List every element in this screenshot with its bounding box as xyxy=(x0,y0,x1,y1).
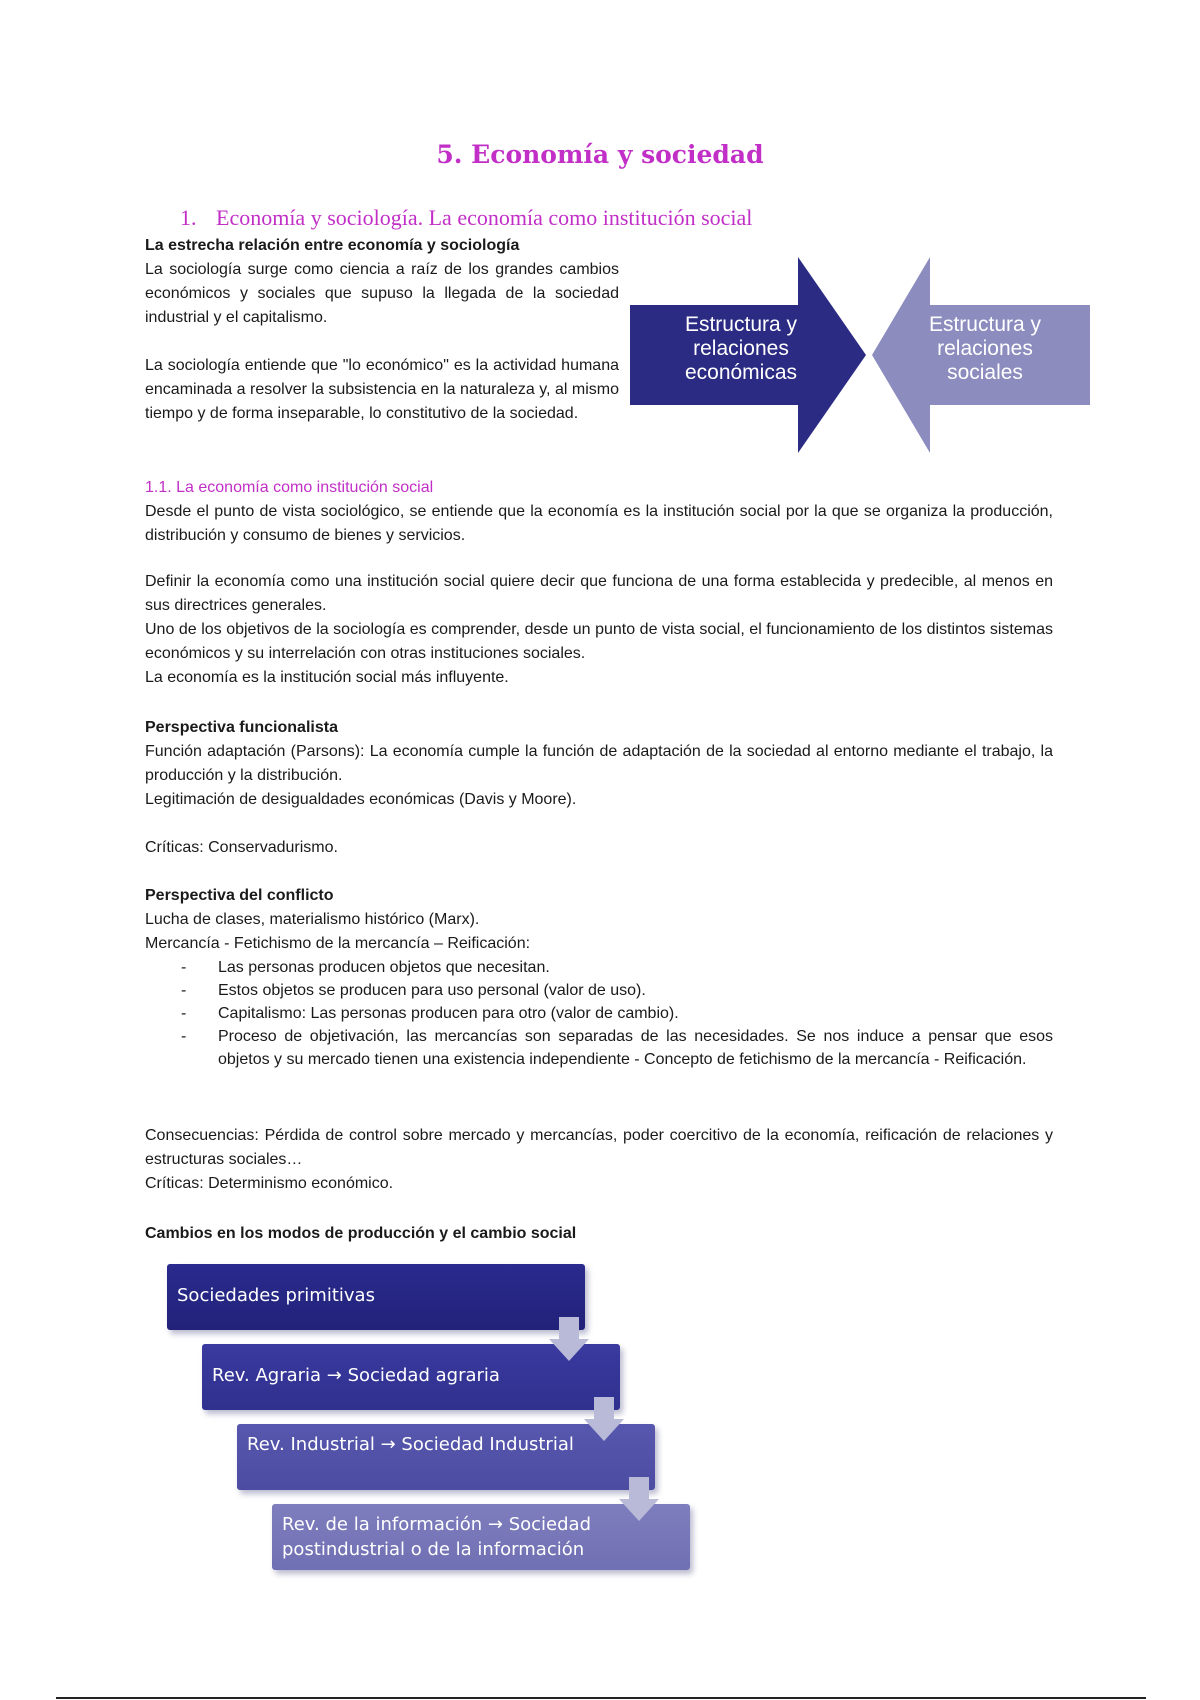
step-primitive-societies: Sociedades primitivas xyxy=(167,1264,585,1330)
section-heading-text: Economía y sociología. La economía como institución social xyxy=(216,205,753,230)
bullet-dash: - xyxy=(181,982,187,999)
step-information-revolution: Rev. de la información → Sociedad postindustrial o de la información xyxy=(272,1504,690,1570)
conflict-bullet-list xyxy=(145,956,1053,1071)
functionalist-heading: Perspectiva funcionalista xyxy=(145,719,338,736)
economy-society-arrows-diagram xyxy=(630,255,1090,455)
relation-paragraph-2: La sociología entiende que "lo económico" es la actividad humana encaminada a resolver la subsistencia en la naturaleza y, al mismo tiempo y de forma inseparable, lo constitutivo de la sociedad. xyxy=(145,357,619,422)
bullet-dash: - xyxy=(181,959,187,976)
list-item: - Capitalismo: Las personas producen para otro (valor de cambio). xyxy=(145,1002,1053,1025)
functionalist-criticism: Críticas: Conservadurismo. xyxy=(145,839,338,856)
changes-heading: Cambios en los modos de producción y el cambio social xyxy=(145,1225,577,1242)
footer-divider xyxy=(56,1697,1146,1699)
subsection-paragraph-2: Definir la economía como una institución social quiere decir que funciona de una forma establecida y predecible, al menos en sus directrices generales. xyxy=(145,573,1053,614)
subsection-paragraph-1: Desde el punto de vista sociológico, se entiende que la economía es la institución social por la que se organiza la producción, distribución y consumo de bienes y servicios. xyxy=(145,503,1053,544)
list-item: - Estos objetos se producen para uso personal (valor de uso). xyxy=(145,979,1053,1002)
section-number: 1. xyxy=(180,205,197,230)
page-title: 5. Economía y sociedad xyxy=(436,140,764,169)
conflict-line-1: Lucha de clases, materialismo histórico (Marx). xyxy=(145,911,480,928)
conflict-criticism: Críticas: Determinismo económico. xyxy=(145,1175,394,1192)
bullet-dash: - xyxy=(181,1028,187,1045)
bullet-dash: - xyxy=(181,1005,187,1022)
step-agrarian-revolution: Rev. Agraria → Sociedad agraria xyxy=(202,1344,620,1410)
subsection-paragraph-3: Uno de los objetivos de la sociología es comprender, desde un punto de vista social, el funcionamiento de los distintos sistemas económicos y su interrelación con otras instituciones sociales. xyxy=(145,621,1053,662)
list-item: - Las personas producen objetos que necesitan. xyxy=(145,956,1053,979)
conflict-heading: Perspectiva del conflicto xyxy=(145,887,334,904)
relation-paragraph-1: La sociología surge como ciencia a raíz de los grandes cambios económicos y sociales que supuso la llegada de la sociedad industrial y el capitalismo. xyxy=(145,261,619,326)
down-arrow-icon xyxy=(549,1317,589,1361)
subsection-heading: 1.1. La economía como institución social xyxy=(145,479,434,496)
down-arrow-icon xyxy=(584,1397,624,1441)
section-heading xyxy=(180,205,752,231)
social-structure-label: Estructura y relaciones sociales xyxy=(928,313,1042,384)
production-modes-diagram xyxy=(145,1260,705,1590)
relation-heading: La estrecha relación entre economía y sociología xyxy=(145,237,520,254)
conflict-line-2: Mercancía - Fetichismo de la mercancía – Reificación: xyxy=(145,935,531,952)
list-item: - Proceso de objetivación, las mercancías son separadas de las necesidades. Se nos induce a pensar que esos objetos y su mercado tienen una existencia independiente - Concepto de fetichismo de la mercancía - Reificación. xyxy=(145,1025,1053,1071)
step-industrial-revolution: Rev. Industrial → Sociedad Industrial xyxy=(237,1424,655,1490)
conflict-consequences: Consecuencias: Pérdida de control sobre mercado y mercancías, poder coercitivo de la economía, reificación de relaciones y estructuras sociales… xyxy=(145,1127,1053,1168)
functionalist-paragraph-2: Legitimación de desigualdades económicas (Davis y Moore). xyxy=(145,791,577,808)
economic-structure-label: Estructura y relaciones económicas xyxy=(684,313,798,384)
down-arrow-icon xyxy=(619,1477,659,1521)
subsection-paragraph-4: La economía es la institución social más influyente. xyxy=(145,669,509,686)
functionalist-paragraph-1: Función adaptación (Parsons): La economía cumple la función de adaptación de la sociedad al entorno mediante el trabajo, la producción y la distribución. xyxy=(145,743,1053,784)
